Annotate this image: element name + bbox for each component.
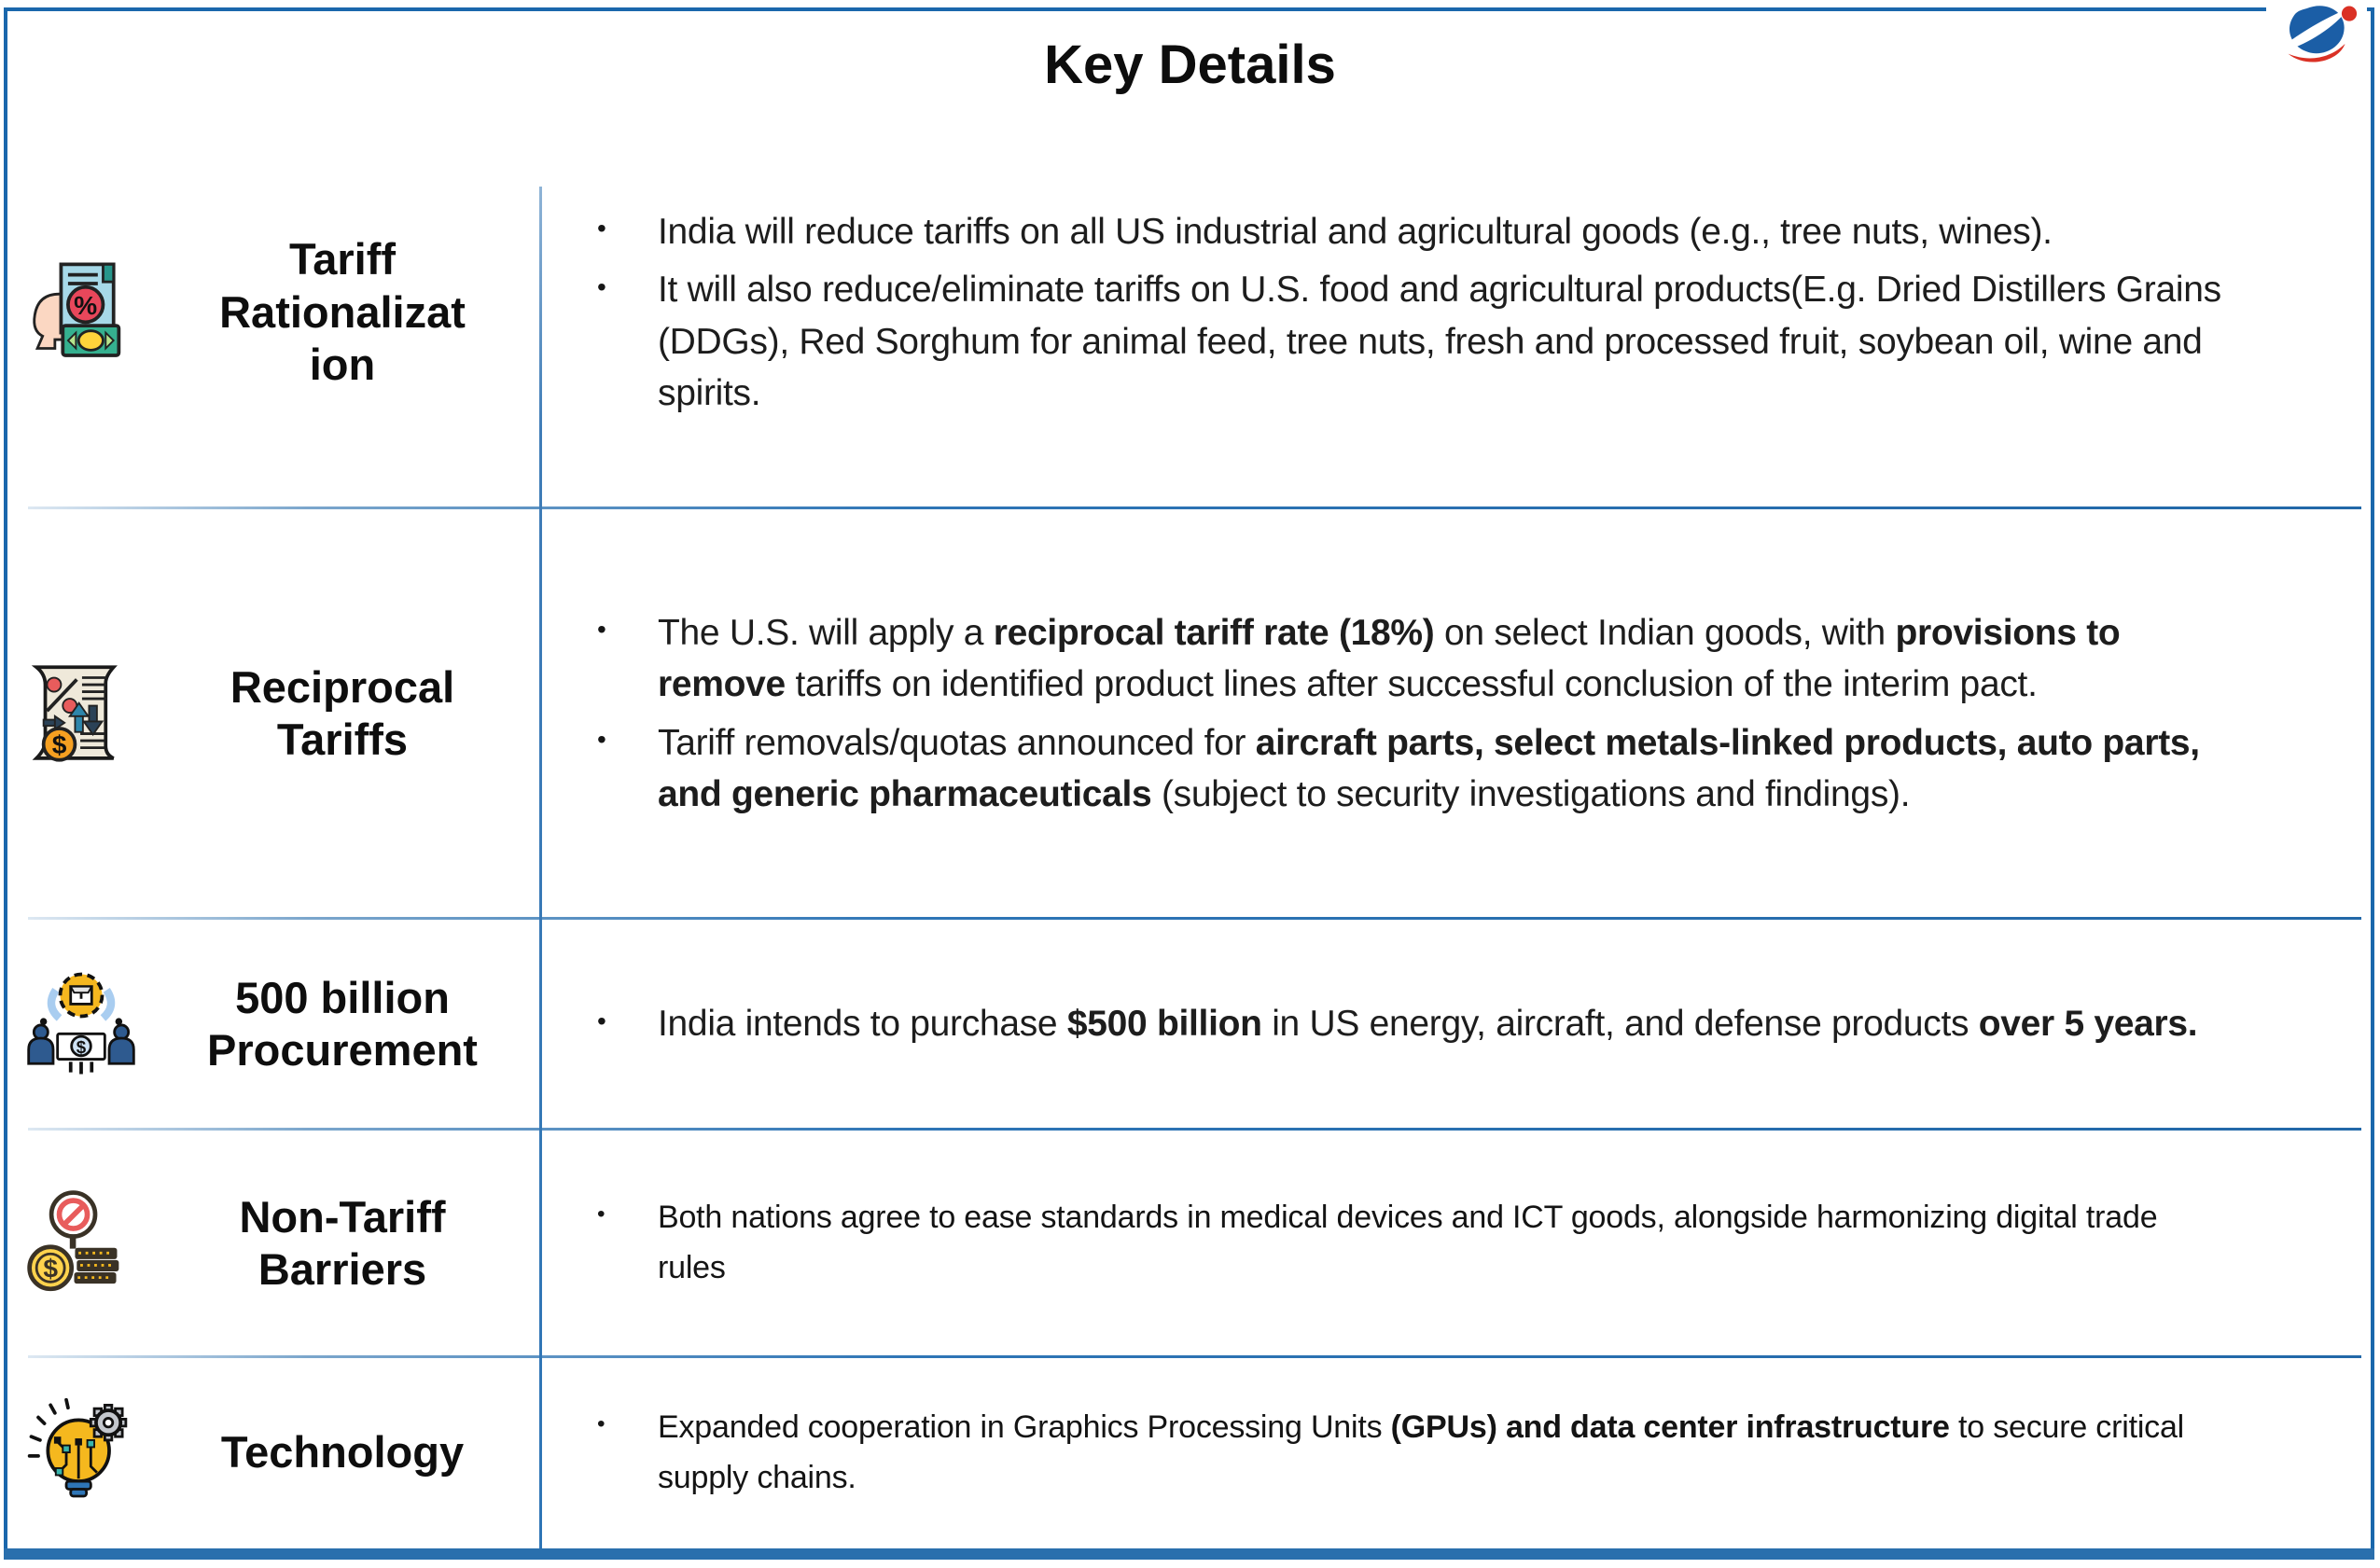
bullet-item bbox=[539, 607, 2228, 711]
table-row bbox=[11, 919, 2367, 1130]
row-label: Non-Tariff Barriers bbox=[239, 1191, 446, 1294]
bullet-item bbox=[539, 206, 2228, 257]
svg-text:$: $ bbox=[51, 730, 67, 760]
table-row bbox=[11, 508, 2367, 919]
row-label-cell bbox=[11, 1130, 539, 1357]
bullet-text: The U.S. will apply a bbox=[658, 612, 994, 653]
bullet-text: to secure critical supply chains. bbox=[658, 1408, 2185, 1495]
bullet-list bbox=[539, 1186, 2228, 1299]
bullet-text: on select Indian goods, with bbox=[1434, 612, 1896, 653]
row-content-cell bbox=[539, 919, 2367, 1130]
svg-text:$: $ bbox=[76, 1036, 87, 1057]
swoosh-logo-icon bbox=[2274, 2, 2359, 67]
table-row bbox=[11, 1357, 2367, 1548]
row-label-cell bbox=[11, 117, 539, 508]
row-label-cell bbox=[11, 919, 539, 1130]
bullet-text: Expanded cooperation in Graphics Processing Units bbox=[658, 1408, 1391, 1445]
svg-text:%: % bbox=[74, 290, 98, 320]
reciprocal-tariffs-icon bbox=[24, 657, 153, 770]
procurement-icon bbox=[24, 967, 153, 1081]
bullet-text-bold: over 5 years. bbox=[1978, 1004, 2198, 1045]
row-content-cell bbox=[539, 1357, 2367, 1548]
bullet-item bbox=[539, 1403, 2228, 1503]
bullet-text: in US energy, aircraft, and defense products bbox=[1261, 1004, 1979, 1045]
bullet-item bbox=[539, 998, 2197, 1049]
bullet-item bbox=[539, 264, 2228, 419]
bullet-text: Both nations agree to ease standards in medical devices and ICT goods, alongside harmonizing digital trade rules bbox=[658, 1200, 2158, 1285]
table-row bbox=[11, 1130, 2367, 1357]
bullet-list bbox=[539, 1396, 2228, 1509]
no-tariff-coins-icon bbox=[24, 1186, 153, 1300]
svg-text:$: $ bbox=[43, 1254, 58, 1284]
page-title: Key Details bbox=[1044, 35, 1336, 95]
key-details-table bbox=[11, 117, 2367, 1548]
bullet-text: tariffs on identified product lines after successful conclusion of the interim pact. bbox=[785, 664, 2038, 705]
column-divider bbox=[539, 187, 542, 1548]
row-label-cell bbox=[11, 508, 539, 919]
bullet-text-bold: provisions to remove bbox=[658, 612, 2121, 705]
row-label-cell bbox=[11, 1357, 539, 1548]
row-label: Technology bbox=[220, 1427, 465, 1478]
bullet-text-bold: $500 billion bbox=[1066, 1004, 1262, 1045]
bullet-text: India will reduce tariffs on all US industrial and agricultural goods (e.g., tree nuts, wines). bbox=[658, 211, 2053, 252]
row-label: 500 billion Procurement bbox=[207, 972, 478, 1075]
bullet-item bbox=[539, 717, 2228, 821]
bullet-list bbox=[539, 200, 2228, 426]
table-row bbox=[11, 117, 2367, 508]
bullet-list bbox=[539, 601, 2228, 827]
bullet-text: (subject to security investigations and findings). bbox=[1151, 773, 1911, 814]
bullet-text: It will also reduce/eliminate tariffs on U.S. food and agricultural products(E.g. Dried Distillers Grains (DDGs), Red Sorghum for animal feed, tree nuts, fresh and processed fruit, soybean oil, wine and spirits. bbox=[658, 270, 2221, 413]
bullet-text: India intends to purchase bbox=[658, 1004, 1067, 1045]
bullet-text-bold: (GPUs) and data center infrastructure bbox=[1390, 1408, 1950, 1445]
row-label: Tariff Rationalizat ion bbox=[219, 234, 466, 390]
brand-logo bbox=[2266, 0, 2367, 69]
bullet-text-bold: reciprocal tariff rate (18%) bbox=[993, 612, 1435, 653]
bullet-text: Tariff removals/quotas announced for bbox=[658, 722, 1256, 763]
bullet-text-bold: aircraft parts, select metals-linked products, auto parts, and generic pharmaceuticals bbox=[658, 722, 2200, 814]
bullet-list bbox=[539, 992, 2197, 1056]
bottom-accent-bar bbox=[4, 1548, 2374, 1560]
bullet-item bbox=[539, 1193, 2228, 1293]
row-label: Reciprocal Tariffs bbox=[230, 661, 455, 764]
row-content-cell bbox=[539, 117, 2367, 508]
row-content-cell bbox=[539, 508, 2367, 919]
tariff-document-icon bbox=[24, 256, 153, 369]
technology-bulb-icon bbox=[24, 1396, 153, 1510]
row-content-cell bbox=[539, 1130, 2367, 1357]
